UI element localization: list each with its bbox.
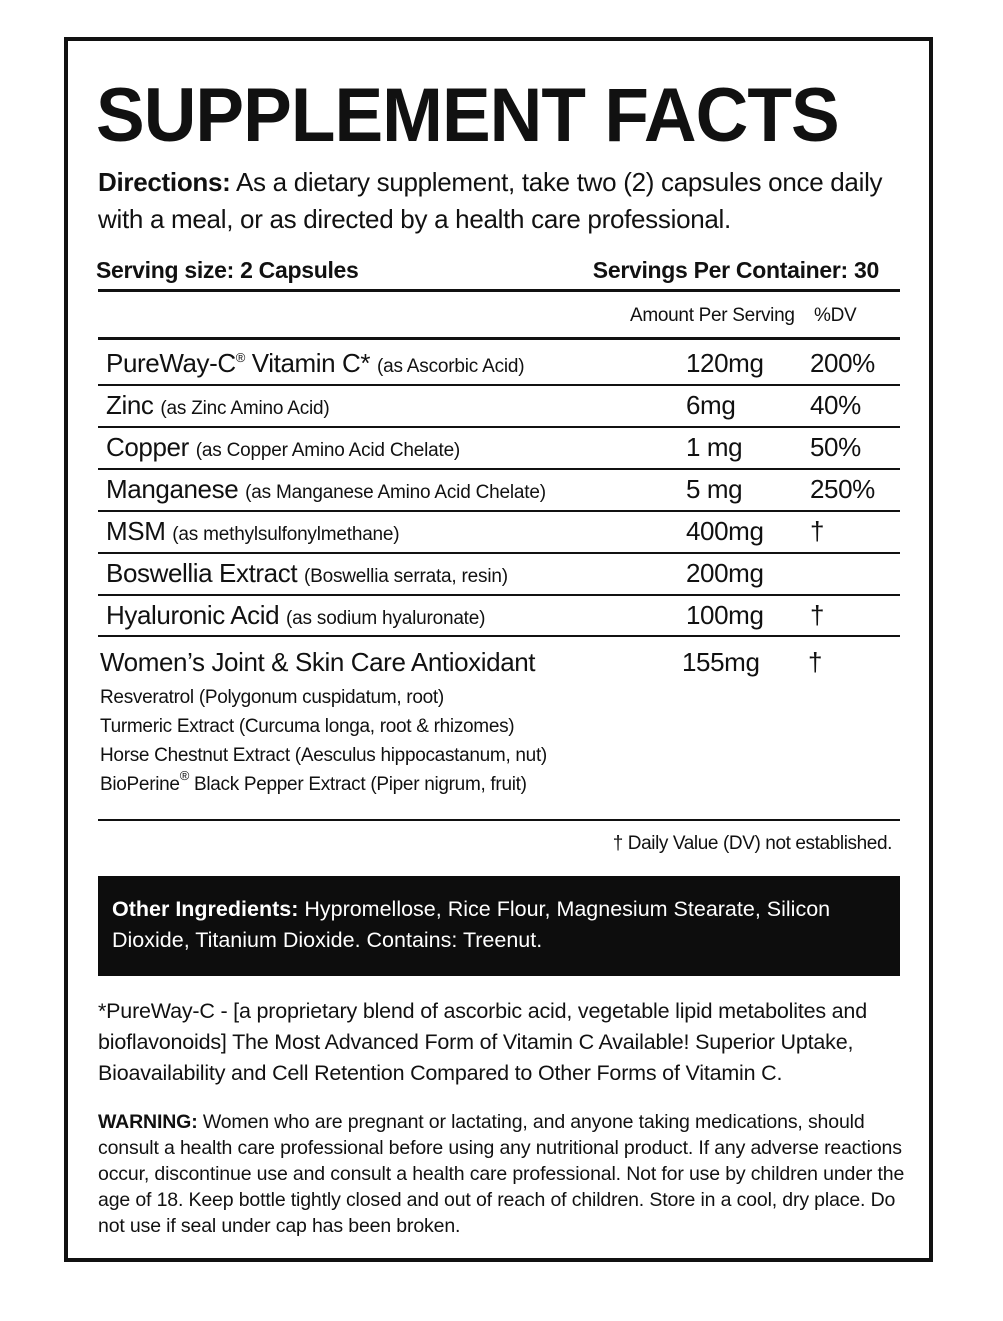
ingredient-row bbox=[98, 469, 900, 510]
blend-ingredient-list bbox=[100, 683, 547, 799]
divider bbox=[98, 635, 900, 637]
warning-label: WARNING: bbox=[98, 1111, 198, 1133]
ingredient-dv: 40% bbox=[810, 390, 861, 420]
supplement-facts-panel bbox=[64, 37, 933, 1262]
ingredient-amount: 1 mg bbox=[686, 432, 743, 462]
registered-mark: ® bbox=[235, 350, 245, 365]
serving-info bbox=[96, 253, 879, 287]
ingredient-name: PureWay-C® Vitamin C* (as Ascorbic Acid) bbox=[106, 348, 525, 378]
blend-name: Women’s Joint & Skin Care Antioxidant bbox=[100, 647, 536, 677]
ingredient-name: Hyaluronic Acid (as sodium hyaluronate) bbox=[106, 600, 486, 630]
ingredient-source: (as methylsulfonylmethane) bbox=[172, 524, 400, 545]
serving-size: Serving size: 2 Capsules bbox=[96, 257, 359, 283]
blend-ingredient: BioPerine® Black Pepper Extract (Piper nigrum, fruit) bbox=[100, 768, 527, 795]
ingredient-source: (as Zinc Amino Acid) bbox=[160, 398, 330, 419]
warning bbox=[98, 1109, 913, 1239]
ingredient-row bbox=[98, 385, 900, 426]
pureway-c-note: *PureWay-C - [a proprietary blend of ascorbic acid, vegetable lipid metabolites and bioflavonoids] The Most Advanced Form of Vitamin C Available! Superior Uptake, Bioavailability and Cell Retention Compared to Other Forms of Vitamin C. bbox=[98, 999, 867, 1085]
divider-thick bbox=[98, 289, 900, 292]
blend-amount: 155mg bbox=[682, 647, 760, 677]
ingredient-amount: 120mg bbox=[686, 348, 764, 378]
ingredient-source: (as Copper Amino Acid Chelate) bbox=[195, 440, 461, 461]
ingredient-name: Boswellia Extract (Boswellia serrata, resin) bbox=[106, 558, 508, 588]
ingredient-dv: 250% bbox=[810, 474, 875, 504]
ingredient-row bbox=[98, 553, 900, 594]
ingredient-amount: 200mg bbox=[686, 558, 764, 588]
panel-title: SUPPLEMENT FACTS bbox=[96, 73, 839, 158]
ingredient-source: (as Manganese Amino Acid Chelate) bbox=[245, 482, 546, 503]
ingredient-dv: 50% bbox=[810, 432, 861, 462]
divider bbox=[98, 819, 900, 821]
ingredient-source: (Boswellia serrata, resin) bbox=[304, 566, 508, 587]
ingredient-name: Copper (as Copper Amino Acid Chelate) bbox=[106, 432, 461, 462]
ingredient-amount: 5 mg bbox=[686, 474, 743, 504]
directions-label: Directions: bbox=[98, 167, 231, 197]
dv-footnote: † Daily Value (DV) not established. bbox=[612, 833, 892, 854]
column-header-dv: %DV bbox=[814, 305, 857, 326]
registered-mark: ® bbox=[179, 768, 189, 783]
ingredient-source: (as Ascorbic Acid) bbox=[376, 356, 525, 377]
other-ingredients-text: Hypromellose, Rice Flour, Magnesium Stearate, Silicon Dioxide, Titanium Dioxide. Contains: Treenut. bbox=[112, 897, 831, 952]
ingredient-row bbox=[98, 511, 900, 552]
divider-thick bbox=[98, 337, 900, 340]
other-ingredients-box bbox=[98, 876, 900, 976]
ingredient-dv: 200% bbox=[810, 348, 875, 378]
blend-dv: † bbox=[808, 647, 823, 677]
blend-ingredient: Resveratrol (Polygonum cuspidatum, root) bbox=[100, 687, 444, 708]
ingredient-row bbox=[98, 595, 900, 636]
servings-per-container: Servings Per Container: 30 bbox=[592, 257, 879, 283]
blend-ingredient: Turmeric Extract (Curcuma longa, root & rhizomes) bbox=[100, 716, 515, 737]
ingredient-dv: † bbox=[810, 516, 825, 546]
ingredient-row bbox=[98, 343, 900, 384]
ingredient-name: Zinc (as Zinc Amino Acid) bbox=[106, 390, 330, 420]
blend-ingredient: Horse Chestnut Extract (Aesculus hippocastanum, nut) bbox=[100, 745, 547, 766]
ingredient-name: MSM (as methylsulfonylmethane) bbox=[106, 516, 400, 546]
directions-text: As a dietary supplement, take two (2) capsules once daily with a meal, or as directed by a health care professional. bbox=[98, 167, 883, 234]
ingredient-name: Manganese (as Manganese Amino Acid Chelate) bbox=[106, 474, 546, 504]
directions bbox=[98, 164, 888, 238]
other-ingredients-label: Other Ingredients: bbox=[112, 897, 299, 921]
ingredient-source: (as sodium hyaluronate) bbox=[286, 608, 486, 629]
warning-text: Women who are pregnant or lactating, and anyone taking medications, should consult a health care professional before using any nutritional product. If any adverse reactions occur, discontinue use and consult a health care professional. Not for use by children under the age of 18. Keep bottle tightly closed and out of reach of children. Store in a cool, dry place. Do not use if seal under cap has been broken. bbox=[98, 1111, 905, 1237]
ingredient-row bbox=[98, 427, 900, 468]
ingredient-amount: 100mg bbox=[686, 600, 764, 630]
column-header-amount: Amount Per Serving bbox=[630, 305, 795, 326]
ingredient-dv: † bbox=[810, 600, 825, 630]
ingredient-amount: 400mg bbox=[686, 516, 764, 546]
ingredient-amount: 6mg bbox=[686, 390, 736, 420]
